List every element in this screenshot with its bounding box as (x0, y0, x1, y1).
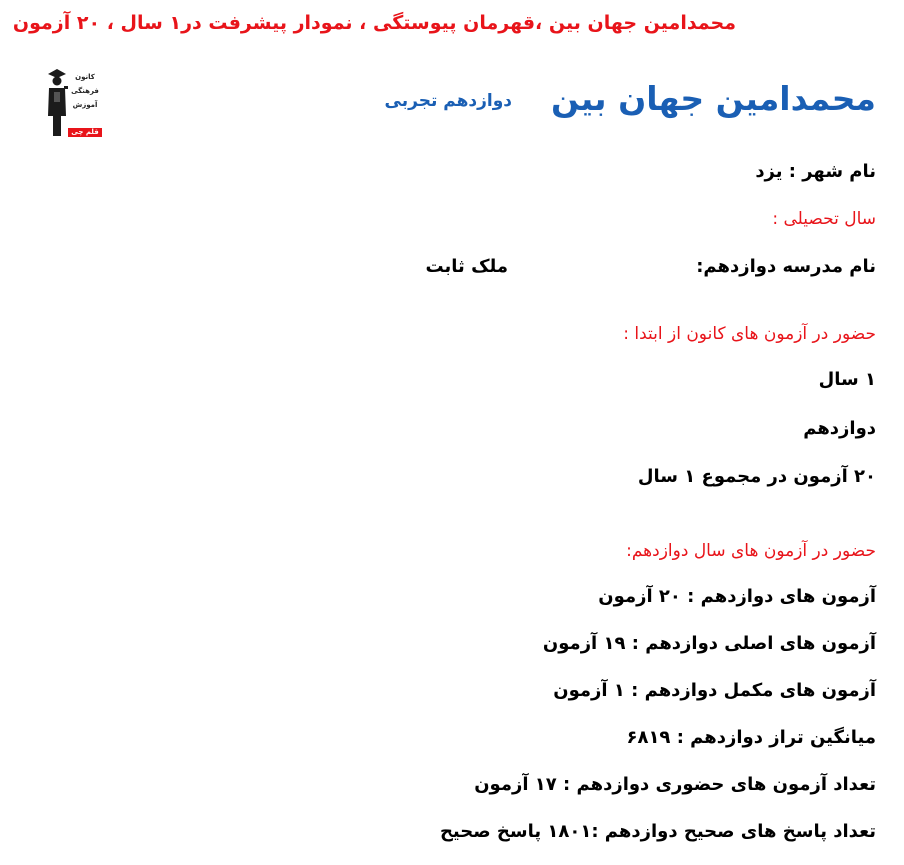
kanoon-total: ۲۰ آزمون در مجموع ۱ سال (637, 466, 876, 487)
school-label: نام مدرسه دوازدهم: (696, 256, 876, 277)
grade12-line: آزمون های مکمل دوازدهم : ۱ آزمون (553, 680, 876, 701)
school-value: ملک ثابت (425, 256, 508, 277)
grade-track: دوازدهم تجربی (384, 91, 512, 111)
logo-text-line3: آموزش (72, 101, 98, 109)
logo-badge: قلم چی (68, 128, 102, 137)
grade12-line: تعداد آزمون های حضوری دوازدهم : ۱۷ آزمون (474, 774, 876, 795)
grade12-line: تعداد پاسخ های صحیح دوازدهم :۱۸۰۱ پاسخ صحیح (439, 821, 876, 842)
grade12-heading: حضور در آزمون های سال دوازدهم: (626, 541, 876, 561)
kanoon-years: ۱ سال (818, 369, 876, 390)
grade12-line: آزمون های اصلی دوازدهم : ۱۹ آزمون (542, 633, 876, 654)
academic-year-label: سال تحصیلی : (772, 209, 876, 229)
kanoon-grade: دوازدهم (803, 418, 876, 439)
city-line: نام شهر : یزد (755, 161, 876, 182)
logo-text-line1: کانون (75, 73, 95, 81)
logo-text-line2: فرهنگی (71, 87, 99, 95)
page-title: محمدامین جهان بین ،قهرمان پیوستگی ، نمودار پیشرفت در۱ سال ، ۲۰ آزمون (12, 12, 736, 34)
graduate-figure-icon (46, 68, 68, 138)
kanoon-history-heading: حضور در آزمون های کانون از ابتدا : (623, 324, 876, 344)
student-name: محمدامین جهان بین (551, 79, 876, 118)
grade12-line: میانگین تراز دوازدهم : ۶۸۱۹ (626, 727, 876, 748)
grade12-line: آزمون های دوازدهم : ۲۰ آزمون (598, 586, 876, 607)
kanoon-logo (46, 68, 104, 138)
